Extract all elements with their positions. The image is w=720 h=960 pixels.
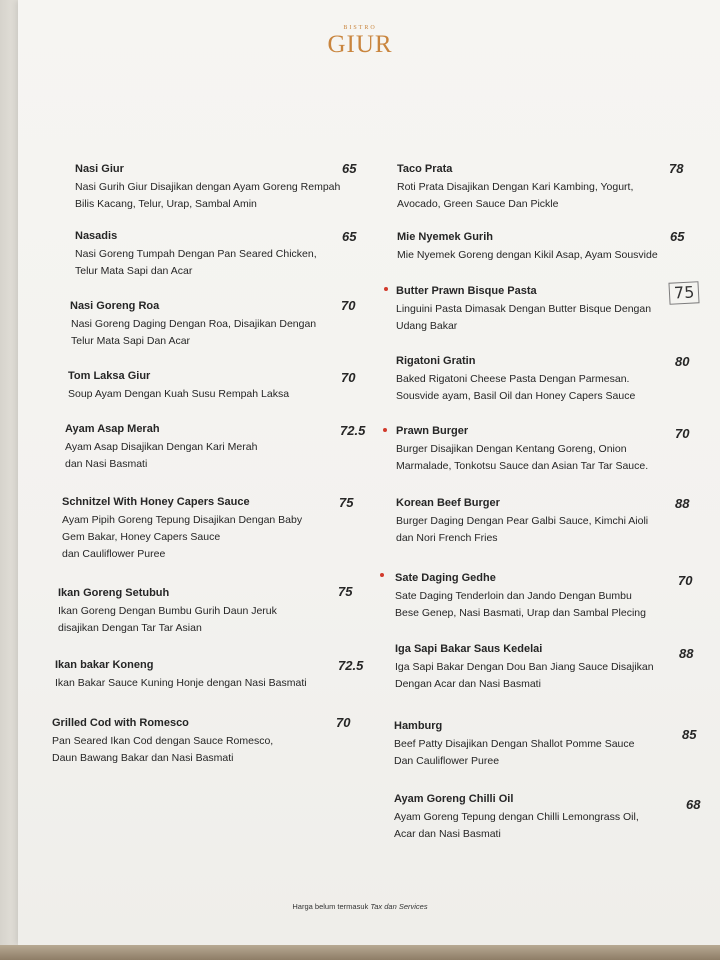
page-edge-shadow	[0, 0, 18, 960]
item-desc: Baked Rigatoni Cheese Pasta Dengan Parmesan. Sousvide ayam, Basil Oil dan Honey Capers Sauce	[396, 373, 636, 402]
item-name: Butter Prawn Bisque Pasta	[396, 285, 537, 297]
bistro-giur-logo	[0, 24, 720, 58]
item-name: Ikan bakar Koneng	[55, 659, 154, 671]
menu-item	[75, 229, 317, 280]
menu-item	[58, 586, 277, 637]
logo-small-text: BISTRO	[343, 25, 377, 31]
menu-item	[395, 642, 654, 693]
item-desc: Burger Daging Dengan Pear Galbi Sauce, Kimchi Aioli dan Nori French Fries	[396, 515, 649, 544]
item-name: Nasi Goreng Roa	[70, 300, 160, 312]
item-price: 70	[675, 426, 690, 441]
item-desc: Sate Daging Tenderloin dan Jando Dengan Bumbu Bese Genep, Nasi Basmati, Urap dan Sambal Plecing	[395, 590, 646, 619]
item-price: 65	[670, 229, 685, 244]
table-surface	[0, 945, 720, 960]
menu-item	[55, 658, 307, 692]
item-price: 75	[339, 495, 354, 510]
item-name: Schnitzel With Honey Capers Sauce	[62, 496, 250, 508]
item-price: 70	[336, 715, 351, 730]
item-price: 88	[679, 646, 694, 661]
item-desc: Burger Disajikan Dengan Kentang Goreng, Onion Marmalade, Tonkotsu Sauce dan Asian Tar Tar Sauce.	[396, 443, 649, 472]
item-desc: Iga Sapi Bakar Dengan Dou Ban Jiang Sauce Disajikan Dengan Acar dan Nasi Basmati	[395, 661, 654, 690]
tax-note-text: Harga belum termasuk	[292, 902, 371, 911]
item-desc: Ikan Goreng Dengan Bumbu Gurih Daun Jeruk disajikan Dengan Tar Tar Asian	[58, 605, 277, 634]
menu-item	[62, 495, 302, 563]
highlight-dot-icon	[383, 428, 387, 432]
tax-note	[0, 902, 720, 911]
item-price: 65	[342, 161, 357, 176]
menu-item	[397, 162, 633, 213]
item-name: Mie Nyemek Gurih	[397, 231, 493, 243]
item-desc: Nasi Goreng Daging Dengan Roa, Disajikan Dengan Telur Mata Sapi Dan Acar	[71, 318, 317, 347]
item-name: Ikan Goreng Setubuh	[58, 587, 170, 599]
item-name: Ayam Goreng Chilli Oil	[394, 793, 514, 805]
item-name: Taco Prata	[397, 163, 453, 175]
item-name: Nasi Giur	[75, 163, 124, 175]
menu-item	[396, 496, 648, 547]
item-price: 75	[338, 584, 353, 599]
menu-item	[68, 369, 289, 403]
item-name: Nasadis	[75, 230, 118, 242]
item-price: 88	[675, 496, 690, 511]
item-name: Korean Beef Burger	[396, 497, 500, 509]
item-desc: Nasi Goreng Tumpah Dengan Pan Seared Chicken, Telur Mata Sapi dan Acar	[75, 248, 317, 277]
item-name: Tom Laksa Giur	[68, 370, 151, 382]
menu-item	[396, 424, 648, 475]
menu-item	[396, 354, 635, 405]
menu-item	[52, 716, 273, 767]
menu-item	[395, 571, 646, 622]
menu-item	[397, 230, 658, 264]
item-name: Ayam Asap Merah	[65, 423, 160, 435]
menu-item	[65, 422, 257, 473]
item-desc: Nasi Gurih Giur Disajikan dengan Ayam Goreng Rempah Bilis Kacang, Telur, Urap, Sambal Amin	[75, 181, 341, 210]
item-name: Grilled Cod with Romesco	[52, 717, 189, 729]
logo-main-text: GIUR	[327, 31, 393, 58]
menu-item	[396, 284, 651, 335]
handwritten-price: 75	[668, 281, 699, 305]
item-desc: Mie Nyemek Goreng dengan Kikil Asap, Ayam Sousvide	[397, 249, 658, 261]
item-desc: Ayam Goreng Tepung dengan Chilli Lemongrass Oil, Acar dan Nasi Basmati	[394, 811, 639, 840]
item-desc: Pan Seared Ikan Cod dengan Sauce Romesco, Daun Bawang Bakar dan Nasi Basmati	[52, 735, 274, 764]
item-name: Iga Sapi Bakar Saus Kedelai	[395, 643, 543, 655]
item-desc: Soup Ayam Dengan Kuah Susu Rempah Laksa	[68, 388, 290, 400]
menu-item	[70, 299, 316, 350]
item-price: 85	[682, 727, 697, 742]
menu-item	[394, 792, 639, 843]
menu-item	[394, 719, 634, 770]
tax-note-italic: Tax dan Services	[370, 902, 428, 911]
item-price: 78	[669, 161, 684, 176]
highlight-dot-icon	[380, 573, 384, 577]
item-name: Prawn Burger	[396, 425, 469, 437]
item-name: Hamburg	[394, 720, 443, 732]
menu-item	[75, 162, 340, 213]
item-price: 65	[342, 229, 357, 244]
item-desc: Ikan Bakar Sauce Kuning Honje dengan Nasi Basmati	[55, 677, 307, 689]
item-price: 72.5	[338, 658, 364, 673]
item-desc: Roti Prata Disajikan Dengan Kari Kambing, Yogurt, Avocado, Green Sauce Dan Pickle	[397, 181, 634, 210]
item-price: 70	[678, 573, 693, 588]
highlight-dot-icon	[384, 287, 388, 291]
item-name: Sate Daging Gedhe	[395, 572, 496, 584]
item-name: Rigatoni Gratin	[396, 355, 476, 367]
item-desc: Ayam Pipih Goreng Tepung Disajikan Dengan Baby Gem Bakar, Honey Capers Sauce dan Cauliflower Puree	[62, 514, 303, 560]
item-desc: Beef Patty Disajikan Dengan Shallot Pomme Sauce Dan Cauliflower Puree	[394, 738, 635, 767]
item-desc: Ayam Asap Disajikan Dengan Kari Merah dan Nasi Basmati	[65, 441, 258, 470]
item-desc: Linguini Pasta Dimasak Dengan Butter Bisque Dengan Udang Bakar	[396, 303, 652, 332]
item-price: 70	[341, 298, 356, 313]
item-price: 80	[675, 354, 690, 369]
item-price: 70	[341, 370, 356, 385]
item-price: 72.5	[340, 423, 366, 438]
item-price: 68	[686, 797, 701, 812]
